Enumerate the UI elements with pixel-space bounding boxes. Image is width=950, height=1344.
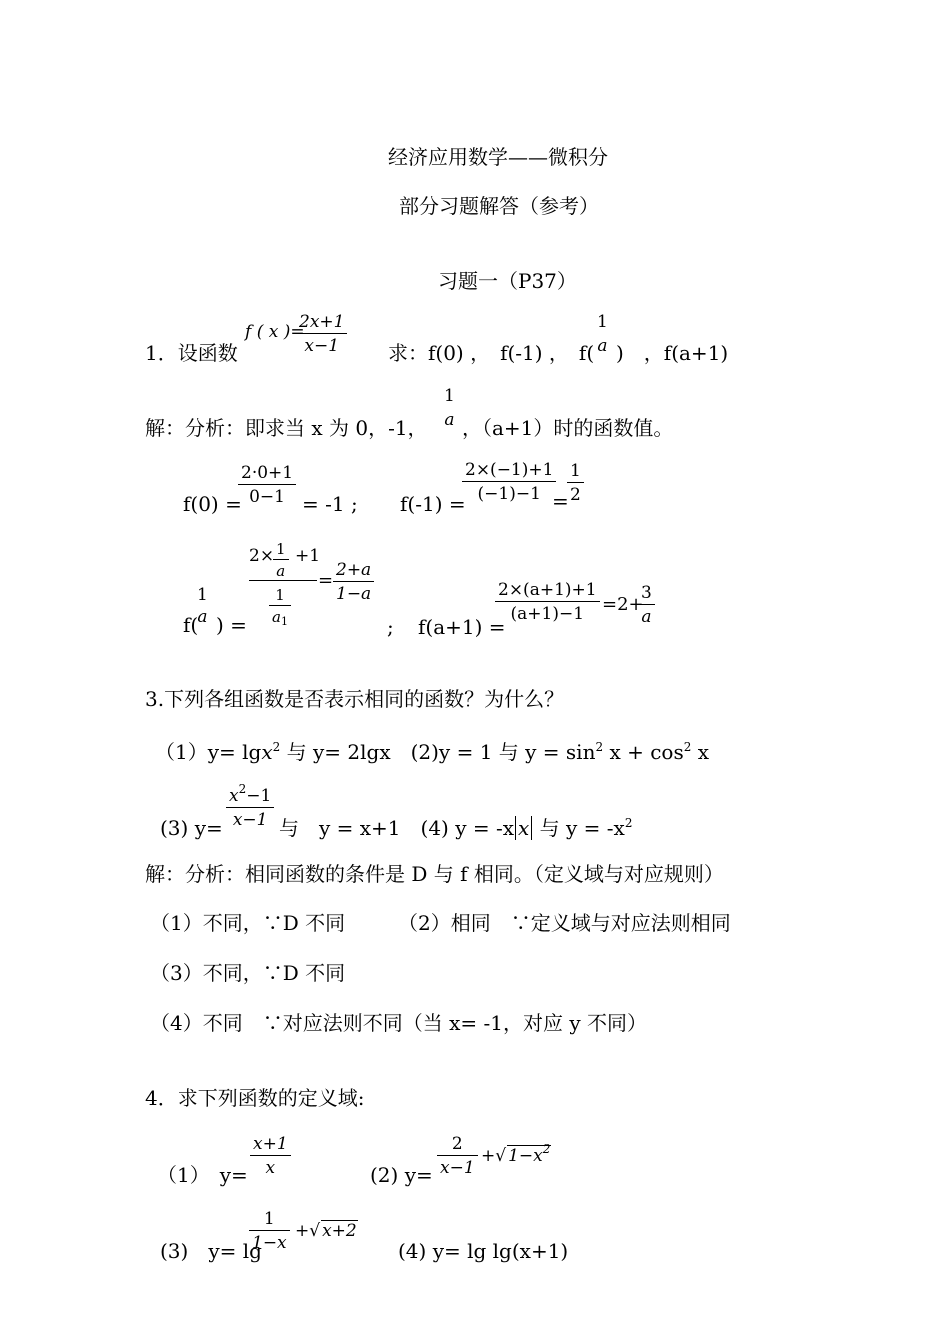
q3-pair-1-2 [155, 740, 709, 764]
exponent: 2 [683, 740, 692, 754]
text: 与 y= 2lgx (2)y = 1 与 y = sin [280, 740, 596, 764]
fa-label-fraction [194, 585, 211, 627]
q4-item-1-fraction [250, 1134, 291, 1178]
fm1-label: f(-1) = [400, 492, 466, 516]
denominator: 2 [570, 485, 581, 505]
f0-result: = -1 ; [302, 492, 358, 516]
fraction-bar [250, 1155, 291, 1156]
q4-stem: 4．求下列函数的定义域: [145, 1086, 365, 1110]
complex-inner-fraction [273, 540, 289, 580]
fa-label-close: ) = [216, 613, 247, 637]
q1-solution-line-b: ，（a+1）时的函数值。 [462, 416, 674, 440]
subscript: 1 [280, 615, 288, 628]
q3-item3-fraction [226, 782, 274, 830]
q4-item-2-radical [481, 1142, 551, 1166]
radicand: 1−x [508, 1146, 543, 1166]
q3-answer-3: （3）不同，∵D 不同 [150, 961, 346, 985]
q3-stem: 3.下列各组函数是否表示相同的函数？为什么？ [145, 687, 565, 711]
fm1-result-fraction [567, 461, 584, 505]
denominator: a [276, 562, 286, 580]
numerator: 1 [276, 540, 286, 558]
denominator: a [597, 336, 608, 356]
denominator: 1−a [336, 584, 372, 604]
denominator: x [265, 1158, 276, 1178]
complex-num-prefix: 2× [249, 546, 275, 566]
denominator: x−1 [232, 810, 268, 830]
fraction-bar [495, 601, 600, 602]
q1-ask-end: ) ，f(a+1) [616, 341, 729, 365]
numerator: 1 [444, 386, 455, 406]
numerator: 1 [597, 312, 608, 332]
fa-equals: = [318, 570, 334, 591]
section-heading: 习题一（P37） [438, 269, 577, 293]
var-x: x [229, 786, 239, 806]
denominator: a [197, 607, 208, 627]
text: 与 y = x+1 (4) y = -x [279, 816, 515, 840]
q1-definition-fraction [296, 312, 347, 356]
text: −1 [246, 786, 272, 806]
fa-result-fraction [333, 560, 374, 604]
numerator: 1 [275, 586, 285, 604]
q1-stem: 1．设函数 [145, 341, 238, 365]
q1-sol-one-over-a [441, 386, 458, 430]
q4-item-1-label: （1） y= [157, 1163, 248, 1187]
fa-label-open: f( [183, 613, 199, 637]
q3-answer-4: （4）不同 ∵对应法则不同（当 x= -1，对应 y 不同） [150, 1011, 647, 1035]
fraction-bar [638, 604, 655, 605]
q4-item-2-fraction [437, 1134, 478, 1178]
numerator: 2×(a+1)+1 [498, 580, 597, 600]
absolute-value: x [515, 816, 532, 840]
q3-solution: 解：分析：相同函数的条件是 D 与 f 相同。（定义域与对应规则） [145, 862, 724, 886]
q4-item-2-label: (2) y= [370, 1163, 433, 1187]
fraction-bar [269, 605, 291, 606]
fraction-bar [273, 559, 289, 560]
q3-item3-label: (3) y= [160, 816, 223, 840]
fraction-bar [567, 482, 584, 483]
numerator: 2×(−1)+1 [465, 460, 554, 480]
exponent: 2 [238, 782, 247, 796]
denominator: a [272, 608, 281, 626]
fraction-bar [249, 1230, 290, 1231]
fraction-bar [333, 581, 374, 582]
text: （1）y= lg [155, 740, 262, 764]
complex-den-fraction [269, 586, 291, 626]
q4-item-3-radical [295, 1220, 358, 1241]
exponent: 2 [595, 740, 604, 754]
fa1-equals: =2+ [602, 594, 644, 615]
fa1-label: f(a+1) = [418, 615, 506, 639]
radicand: x+2 [322, 1221, 357, 1241]
numerator: 2+a [336, 560, 372, 580]
q3-answer-1: （1）不同，∵D 不同 [150, 911, 346, 935]
f0-fraction [238, 463, 296, 507]
numerator: 2 [451, 1134, 463, 1154]
q1-solution-line-a: 解：分析：即求当 x 为 0，-1， [145, 416, 428, 440]
text: x [691, 740, 709, 764]
fraction-bar [296, 333, 347, 334]
text: 与 y = -x [533, 816, 625, 840]
document-title: 经济应用数学——微积分 [388, 145, 608, 169]
q3-item3-4 [279, 816, 632, 840]
numerator: 1 [570, 461, 581, 481]
document-subtitle: 部分习题解答（参考） [399, 194, 599, 218]
fa1-fraction [495, 580, 600, 624]
text: x + cos [603, 740, 684, 764]
exponent: 2 [542, 1142, 551, 1156]
complex-num-suffix: +1 [295, 546, 321, 566]
fa1-result-fraction [638, 583, 655, 627]
denominator: 0−1 [249, 487, 285, 507]
exponent: 2 [624, 816, 633, 830]
numerator: 1 [263, 1209, 275, 1229]
denominator: (−1)−1 [477, 484, 541, 504]
fraction-bar [462, 481, 556, 482]
semicolon: ; [387, 615, 394, 639]
q4-item-3-label: (3) y= lg [160, 1239, 262, 1263]
denominator: a [444, 410, 455, 430]
denominator: 1−x [252, 1233, 287, 1253]
denominator: x−1 [440, 1158, 475, 1178]
q4-item-3-fraction [249, 1209, 290, 1253]
f0-label: f(0) = [183, 492, 242, 516]
fraction-bar [226, 807, 274, 808]
q3-answer-2: （2）相同 ∵定义域与对应法则相同 [398, 911, 731, 935]
fm1-equals: = [552, 489, 569, 513]
numerator: 2·0+1 [241, 463, 294, 483]
q1-one-over-a [594, 312, 611, 356]
q1-fx-label: f ( x )= [245, 322, 305, 342]
fraction-bar [238, 484, 296, 485]
q1-def-denominator: x−1 [304, 336, 340, 356]
fraction-bar [437, 1155, 478, 1156]
denominator: a [641, 607, 652, 627]
var-x: x [261, 740, 273, 764]
numerator: 1 [197, 585, 208, 605]
plus-sqrt: +√ [481, 1146, 507, 1166]
q4-item-4: (4) y= lg lg(x+1) [398, 1239, 569, 1263]
fm1-fraction [462, 460, 556, 504]
exponent: 2 [272, 740, 281, 754]
q1-ask: 求：f(0) ， f(-1) ， f( [388, 341, 595, 365]
numerator: x+1 [253, 1134, 288, 1154]
main-fraction-bar [249, 580, 317, 581]
denominator: (a+1)−1 [510, 604, 585, 624]
q1-def-numerator: 2x+1 [299, 312, 345, 332]
numerator: 3 [641, 583, 652, 603]
plus-sqrt: +√ [295, 1221, 321, 1241]
